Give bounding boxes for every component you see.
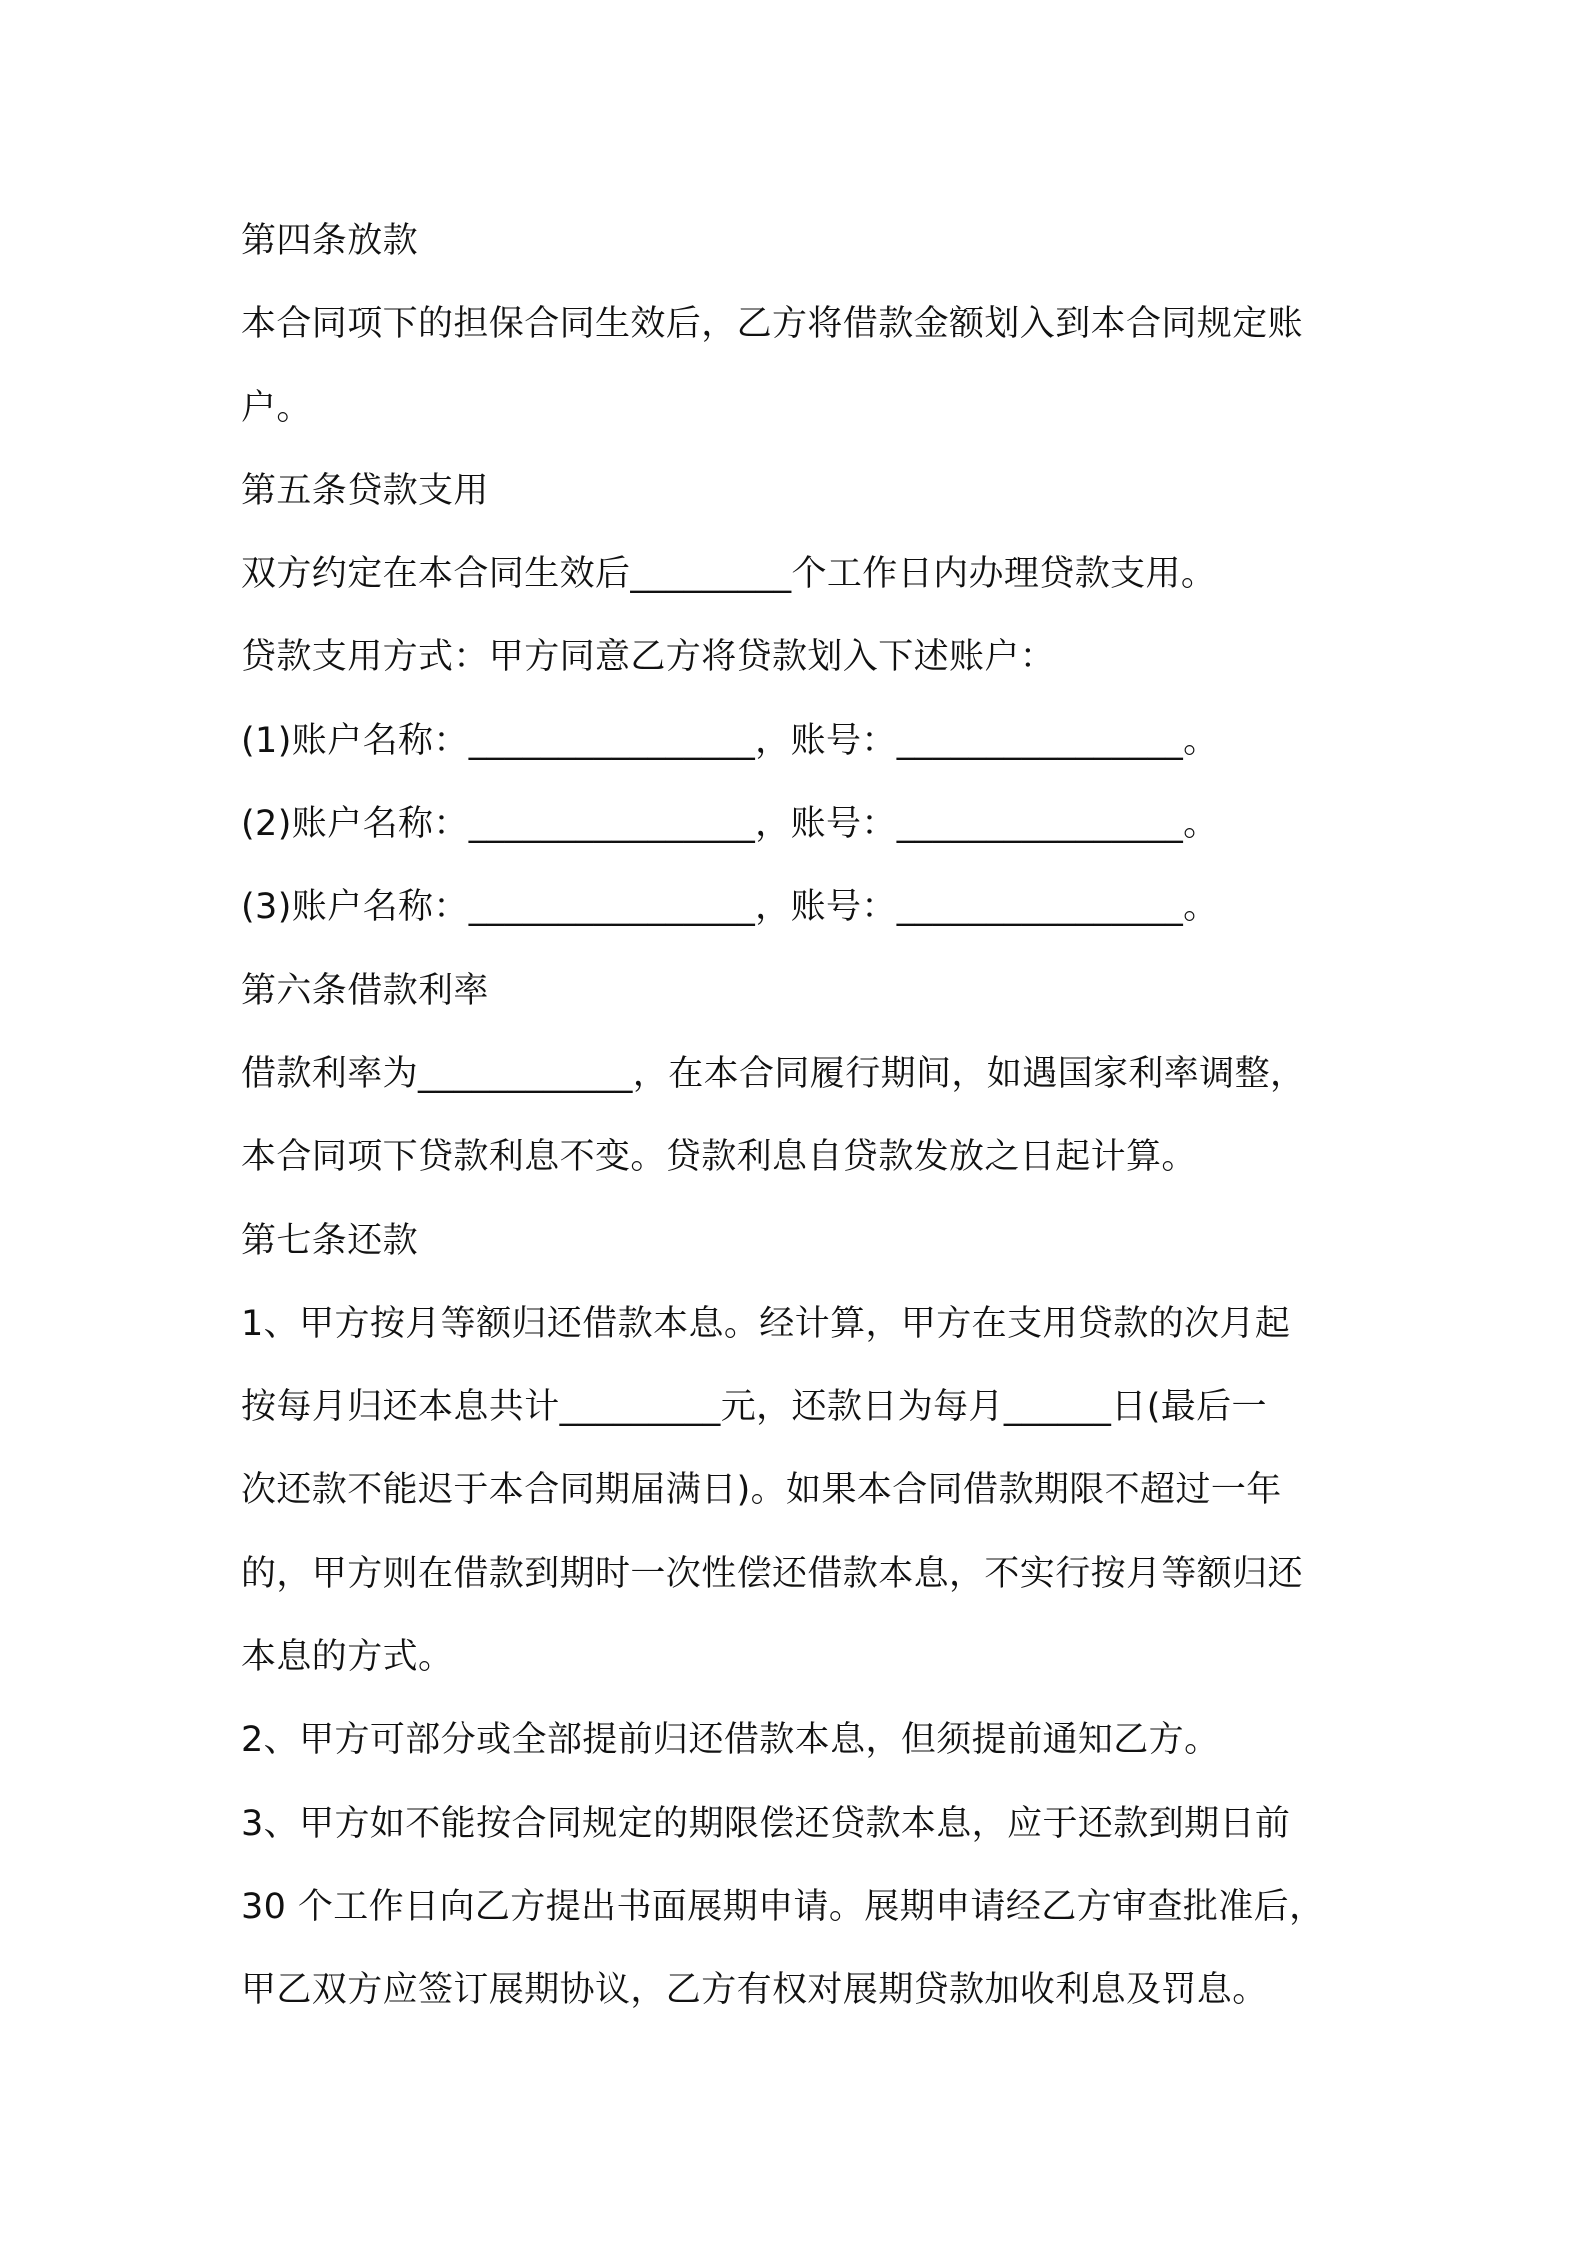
article-7-clause-2: 2、甲方可部分或全部提前归还借款本息，但须提前通知乙方。 bbox=[241, 1720, 1220, 1761]
article-7-clause-3-line-2: 30 个工作日向乙方提出书面展期申请。展期申请经乙方审查批准后， bbox=[241, 1886, 1325, 1927]
article-7-heading: 第七条还款 bbox=[241, 1220, 419, 1261]
article-4-text-line-1: 本合同项下的担保合同生效后，乙方将借款金额划入到本合同规定账 bbox=[241, 304, 1304, 345]
article-7-clause-1-line-3: 次还款不能迟于本合同期届满日)。如果本合同借款期限不超过一年 bbox=[241, 1470, 1282, 1511]
article-6-text-line-2: 本合同项下贷款利息不变。贷款利息自贷款发放之日起计算。 bbox=[241, 1137, 1197, 1178]
article-7-clause-1-line-2: 按每月归还本息共计_________元，还款日为每月______日(最后一 bbox=[241, 1387, 1267, 1428]
article-6-heading: 第六条借款利率 bbox=[241, 970, 489, 1011]
article-6-text-line-1: 借款利率为____________，在本合同履行期间，如遇国家利率调整， bbox=[241, 1053, 1306, 1094]
article-5-text-line-2: 贷款支用方式：甲方同意乙方将贷款划入下述账户： bbox=[241, 637, 1056, 678]
document-body bbox=[241, 200, 1361, 2033]
article-7-clause-1-line-1: 1、甲方按月等额归还借款本息。经计算，甲方在支用贷款的次月起 bbox=[241, 1303, 1291, 1344]
account-line-3: (3)账户名称：________________，账号：________________。 bbox=[241, 887, 1219, 928]
article-7-clause-1-line-5: 本息的方式。 bbox=[241, 1637, 454, 1678]
article-7-clause-3-line-1: 3、甲方如不能按合同规定的期限偿还贷款本息，应于还款到期日前 bbox=[241, 1803, 1291, 1844]
account-line-1: (1)账户名称：________________，账号：________________。 bbox=[241, 720, 1219, 761]
article-7-clause-1-line-4: 的，甲方则在借款到期时一次性偿还借款本息，不实行按月等额归还 bbox=[241, 1553, 1304, 1594]
article-5-text-line-1: 双方约定在本合同生效后_________个工作日内办理贷款支用。 bbox=[241, 554, 1217, 595]
article-7-clause-3-line-3: 甲乙双方应签订展期协议，乙方有权对展期贷款加收利息及罚息。 bbox=[241, 1970, 1268, 2011]
article-5-heading: 第五条贷款支用 bbox=[241, 470, 489, 511]
article-4-text-line-2: 户。 bbox=[241, 387, 312, 428]
article-4-heading: 第四条放款 bbox=[241, 221, 419, 261]
account-line-2: (2)账户名称：________________，账号：________________。 bbox=[241, 804, 1219, 845]
